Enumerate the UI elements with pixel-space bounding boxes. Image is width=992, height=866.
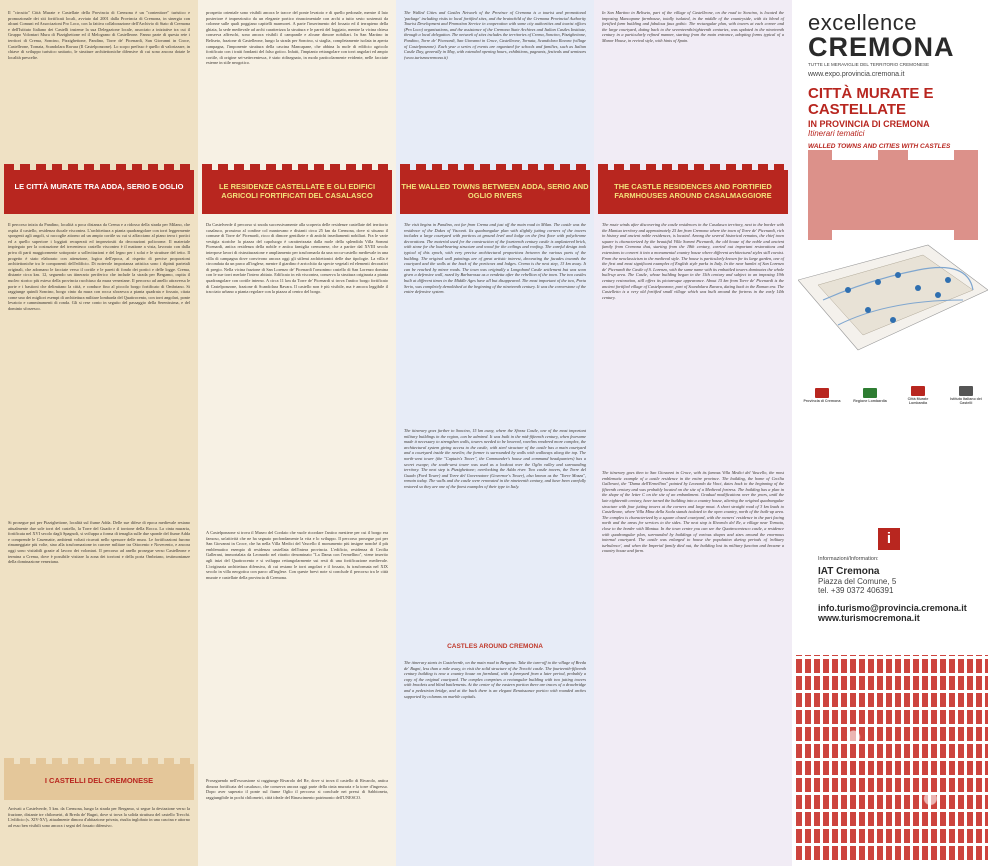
panel-english-walled-towns [396, 0, 594, 866]
info-icon: i [878, 528, 900, 550]
intro-text: prospetto orientale sono visibili ancora le tracce del ponte levatoio e di quello pedonale, mentre il lato posteriore è impreziosito da un elegante portico rinascimentale con archi a tutto sesto sostenuti da colonne sulle quali poggiano capitelli marmorei. A parte l'inserimento del fossato ed il terrapieno della ghiaia, la sede medievale ad archi caratterizza la struttura e le pareti del loggiato, mentre la vicina chiesa conserva affreschi, sono ancora visibili il campanile e alcune dimore nobiliari. In San Martino in Beliseto, frazione di Castelleone, lungo la strada per Soncino, si staglia, completamente isolata in aperta campagna, l'imponente struttura della cascina Mancapane, che abbina la mole di edificio agricolo fortificato con i tratti fondanti del falso gotico. Infatti, l'impianto rettangolare con torri angolari ed ampio cortile, di origine sei-settecentesca, è stato ridisegnato, in modo particolarmente evidente, nelle facciate esterne in stile neogotico. [206, 10, 388, 66]
info-phone: tel. +39 0372 406391 [818, 586, 894, 595]
body-text: The itinerary goes further to Soncino, 15 km away, where the Sforza Castle, one of the most important military buildings in the region, can be admired. It was built in the mid-fifteenth century, when fearsome made it necessary to strengthen walls, towers needed to be lowered, ravelins rendered more complex, the architectural system giving access to the castle, with steel structure of the castle has a main courtyard and a courtyard inside the ravelin; the former is surrounded by walls with walkways along the top. The north-west tower (the "Captain's Tower", the Commander's house and command headquarters) has a secret escape; the south-west tower was used as a lookout over the Oglio valley and surrounding territory. The next step is Pizzighettone; overlooking the Adda river. Two castle towers, the Torre del Guado (Ford Tower) and Torre del Governatore (Governor's Tower), also known as the "Torre Mozza", remain today. The walls and the castle were renovated in the nineteenth century, and have been carefully restored so they are one of the finest examples of their type in Italy. [404, 428, 586, 489]
panel-italian-walled-cities [0, 0, 198, 866]
panel-italian-residences [198, 0, 396, 866]
section-banner-title: I CASTELLI DEL CREMONESE [44, 776, 154, 785]
info-label: Informazioni/Information: [818, 556, 879, 562]
title-it: CITTÀ MURATE E CASTELLATE [808, 85, 934, 118]
brand-logo [808, 12, 978, 78]
section-banner-title: LE RESIDENZE CASTELLATE E GLI EDIFICI AGRICOLI FORTIFICATI DEL CASALASCO [218, 182, 376, 200]
body-text: The route winds after discovering the castle residences in the Casalasco territory, next to the border with the Mantua territory and approximately 25 km from Cremona where the town of Torre de' Picenardi, rich in history and ancient noble residences, is located. Among the several historical remains, the chief town square is characterized by the beautiful Villa Sommi Picenardi, the old house of the noble and ancient family from Cremona that, starting from the 18th century, carried out important restorations and extensions to convert it into a monumental country house where different architectural styles still coexist. From the neoclassicism to the medieval style. The house is particularly known for its large garden, one of the first and most significant examples of English style parks in Italy. In the near hamlet of San Lorenzo de' Picenardi the Castle of S. Lorenzo, with the same name with its embattled towers dominates the whole built-up area. The Castle, whose building began in the 15th century and subject to an imposing 19th century restoration, still offers its picturesque appearance. About 15 km from Torre de' Picenardi is the ancient fortified village of Castelponzone, part of Scandolara Ravara, dating back to the Roman era. The Castelletto is a very old fortified small village which was built around the fortress in the early 14th century. [602, 222, 784, 300]
sponsor-logo: Regione Lombardia [850, 388, 890, 403]
body-text: The visit begins in Pandino, not far from Crema and just off the main road to Milan. The castle was the residence of the Dukes of Visconti. Its quadrangular plan with slightly jutting corners of the towers includes a large courtyard with porticos at ground level and lodge on the first floor with polychrome decorations. The material used for the construction of the fourteenth century castle is unplastered brick, with stone for the load-bearing structure and wood for the ceilings and roofing. The careful design took typical of this epoch, with very precise architectural proportions between the various parts of the building. The original wall paintings are of great artistic interest, decorating the facades towards the courtyard and the walls at the back of the porticoes and lodges. Crema is the next step, 13 km away. It can be reached by minor roads. The town was originally a Longobard Castle settlement but was soon given a defensive wall, razed by Barbarossa as a vendetta after the rebellion of the town. The two castles built at different times in the Middle Ages have all but disappeared. The most important of the two, Porta Serio, was completely demolished at the beginning of the nineteenth century. It was the cornerstone of the entire defensive system. [404, 222, 586, 295]
subtitle-it: IN PROVINCIA DI CREMONA [808, 119, 930, 129]
brand-tagline: TUTTE LE MERAVIGLIE DEL TERRITORIO CREMONESE [808, 62, 930, 67]
section-banner-castles [4, 764, 194, 800]
castle-map-illustration [798, 150, 988, 370]
sponsor-logo: Istituto Italiano dei Castelli [946, 386, 986, 405]
panel-english-residences [594, 0, 792, 866]
section-title-castles: CASTLES AROUND CREMONA [447, 643, 543, 650]
body-text: Il percorso inizia da Pandino, località a poca distanza da Crema e a ridosso della strada per Milano, che ospita il castello, residenza ducale visconteа. L'architettura a pianta quadrangolare con torri leggermente sporgenti agli angoli, si raccoglie attorno ad un ampio cortile su cui si affacciano al piano terra i portici ed a quello superiore i loggiati recuperati ed impreziositi da decorazioni policrome. Il materiale impiegato per la costruzione del trecentesco castello visconteo è il mattone a vista, lavorato con dalla priva di parti maggiormente sottoposte a sollecitazioni e del legno per i solai e le strutture del tetto. Il progetto è stato elaborato con attenzione, logica dell'epoca, al rispetto di precise proporzioni architettoniche tra le componenti dell'edificio. Di notevole importanza artistica sono i dipinti parietali originali, che adornano le facciate verso il cortile e le pareti di fondo dei portici e delle logge. Crema, distante circa km. 12, seguendo un itinerario periferico che include la strada per Bergamo, ospita il nucleo storico più esteso della provincia racchiuso da mura veneziane. Il percorso ad anello attraversa le porte e i bastioni che delimitano la città, e conduce fino al piccolo borgo fortificato di Ombriano. Si raggiunge quindi Soncino, borgo cinto da mura con rocca sforzesca a pianta quadrata e fossato, citata come uno dei migliori esempi di architettura militare lombarda del Quattrocento, con torri angolari, ponte levatoio e camminamenti di ronda. Gli si rese conto in seguito del passaggio della Serenissima, e del dominio sforzesco. [8, 222, 190, 311]
castle-illustration [808, 150, 978, 240]
intro-text: The Walled Cities and Castles Network of the Province of Cremona is a tourist and promotional 'package' including visits to local fortified sites, and the brainchild of the Cremona Provincial Authority Tourist Development and Promotion Service in cooperation with some city authorities and tourist offices (Pro Loco) organisations, and the assistance of the Cremona State Archives and Italian Castles Institute, through a local delegation. The network of sites includes the territories of Crema, Soncino, Pizzighettone, Pandino, Torre de' Picenardi, San Giovanni in Croce, Castelleone, Tornata, Scandolara Ravara (village of Castelponzone). Each year a series of events are organized for schools and families, such as Italian Castle Day, generally in May, with extended opening hours, exhibitions, pageants, festivals and seminars (www.turismocremona.it) [404, 10, 586, 60]
contact-info [818, 556, 978, 623]
section-banner-residences [202, 170, 392, 214]
body-text: Proseguendo nell'escursione si raggiunge Rivarolo del Re, dove si trova il castello di Rivarolo, antica dimora fortificata del casalasco, che conserva ancora oggi parte della cinta muraria e la torre d'ingresso. Dopo aver superato il ponte sul fiume Oglio il percorso si conclude nei pressi di Sabbioneta, raggiungibile in pochi chilometri, città ideale del Rinascimento patrimonio dell'UNESCO. [206, 778, 388, 800]
sponsor-logos [802, 380, 986, 410]
body-text: Si prosegue poi per Pizzighettone, località sul fiume Adda. Delle sue difese di epoca medievale restano attualmente due sole torri del castello, la Torre del Guado e il torrione della Rocca. La cinta muraria, fortificata nel XVI secolo dagli Spagnoli, si sviluppa a forma di tenaglia sulle due sponde del fiume Adda e comprende le Casematte, ambienti voltati ricavati nello spessore delle mura. Le fortificazioni furono rimaneggiate più volte, sino alla trasformazione in carcere militare tra Ottocento e Novecento, e ancora oggi sono visitabili grazie al lavoro dei volontari. Il percorso ad anello prosegue verso Castelleone e termina a Crema, dove è possibile visitare la zona dei torrioni e della porta Ombriano, testimonianze della dominazione veneziana. [8, 520, 190, 565]
section-banner-title: LE CITTÀ MURATE TRA ADDA, SERIO E OGLIO [14, 182, 184, 191]
body-text: Da Castelverde il percorso si snoda successivamente alla scoperta delle residenze castellate del territorio casalasco, prossimo al confine col mantovano e distanti circa 25 km da Cremona, dove si situano il comune di Torre de' Picenardi, ricco di dimore gentilizie e di antichi insediamenti nobiliari. Fra le varie vestigia storiche la piazza del capoluogo è caratterizzata dalla mole della splendida Villa Sommi Picenardi, antica residenza della nobile e antica famiglia cremonese, che a partire dal XVIII secolo interpose lavori di ristrutturazione e ampliamento per trasformarla da una rocca-castello medievale in una villa di campagna dove convivono ancora oggi gli stilemi architettonici delle due tipologie. La villa è circondata da un parco all'inglese, mentre il giardino è arricchito da specie vegetali ed elementi decorativi di pregio. Nella vicina frazione di San Lorenzo de' Picenardi l'omonimo castello di San Lorenzo domina con le sue torri merlate l'intero abitato. Edificato in età viscontea, conserva la struttura originaria a pianta quadrangolare con cortile interno. A circa 11 km da Torre de' Picenardi si trova l'antico borgo fortificato di Castelponzone, frazione di Scandolara Ravara. Il castello non è più visibile, ma è ancora leggibile il tracciato urbano a pianta regolare con la piazza al centro del borgo. [206, 222, 388, 295]
body-text: The itinerary goes then to San Giovanni in Croce, with its famous Villa Medici del Vascello, the most emblematic example of a castle residence in the entire province. The building, the home of Cecilia Gallerani, the "Dama dell'Ermellino" painted by Leonardo da Vinci, dates back to the beginning of the fifteenth century and was probably located on the site of a Medieval fortress. The building has a plan in the shape of the letter C on the site of an embankment. Gradual modifications over the years, until the late eighteenth century, have turned the building into a country house, altering the original quadrangular structure with four jutting towers at the corners and large moat. A short straight road of 3 km leads to Castelleone, where Villa Mina della Scala stands isolated in the open country, north of the built-up area. The complex is characterized by a square closed courtyard, with the owners' residence in the part facing north and the areas for services to the sides. The next stop is Rivarolo del Re, a village near Tornata, close to the border with Mantua. In the town centre you can see the Quattrocentesco castle, a residence with quadrangular plan, surrounded by buildings of various shapes and sizes around the enormous internal courtyard. The castle was enlarged to house the population during periods of 'military turbulence', and when the Imperial family died out, the building lost its military function and became a country house and farm. [602, 470, 784, 554]
intro-text: In San Martino in Beliseto, part of the village of Castelleone, on the road to Soncino, is located the imposing Mancapane farmhouse, totally isolated, in the middle of the countryside, with its blend of fortified farm building and fabulous faux gothic. The rectangular plan, with towers at each corner and the large courtyard, dating back to the seventeenth/eighteenth centuries, was updated in the nineteenth century in a particularly refined manner, starting from the main entrance, adopting forms typical of a Manor House, in revival style, with hints of Spain. [602, 10, 784, 43]
section-banner-title: THE WALLED TOWNS BETWEEN ADDA, SERIO AND OGLIO RIVERS [401, 182, 589, 200]
body-text: Arrivati a Castelverde, 5 km. da Cremona, lungo la strada per Bergamo, si segue la deviazione verso la frazione, distante tre chilometri, di Breda de' Bugni, dove si trova la solida struttura del castello Trecchi. L'edificio (s. XIV-XV), attualmente dimora d'abitazione privata, risulta inglobato in una cascina e attorno ad esso ben visibili sono ancora i segni del fossato difensivo. [8, 806, 190, 828]
title-en: WALLED TOWNS AND CITIES WITH CASTLES [808, 143, 951, 150]
section-banner-residences-en [598, 170, 788, 214]
brand-line2: CREMONA [808, 32, 955, 62]
info-website[interactable]: www.turismocremona.it [818, 613, 920, 623]
sponsor-logo: Città Murate Lombardia [898, 386, 938, 405]
body-text: The itinerary starts in Castelverde, on the main road to Bergamo. Take the turn-off to the village of Breda de' Bugni, less than a mile away, to visit the solid structure of the Trecchi castle. The fourteenth-fifteenth century building is now a country house on farmland, with a farmyard from a later period, probably a copy of the original courtyard. The complex comprises a rectangular building with two jutting towers with brackets and blind battlements. At the center of the eastern portion there are traces of a drawbridge and a pedestrian bridge, and at the back there is an elegant Renaissance portico with rounded arches supported by columns on marble capitals. [404, 660, 586, 699]
brand-line1: excellence [808, 10, 917, 35]
tag-it: Itinerari tematici [808, 129, 865, 138]
body-text: A Castelponzone si trova il Museo del Cordaio che vuole ricordare l'antico mestiere per cui il borgo era famoso, un'attività che ne ha segnato profondamente la vita e lo sviluppo. Il percorso prosegue poi per San Giovanni in Croce, che ha nella Villa Medici del Vascello il monumento più insigne nonché il più emblematico esempio di residenza castellata dell'intera provincia. L'edificio, residenza di Cecilia Gallerani, immortalata da Leonardo nel ritratto denominato "La Dama con l'ermellino", viene inserito agli inizi del Quattrocento e si sviluppa rettangolarmente sui resti di una fortificazione medievale. L'originaria architettura difensiva, di cui restano le torri angolari e il fossato, fu trasformata nel XIX secolo in villa neogotica con parco all'inglese. Con queste brevi note si conclude il percorso tra le città murate e castellate della provincia di Cremona. [206, 530, 388, 580]
sponsor-logo: Provincia di Cremona [802, 388, 842, 403]
decorative-pattern-overlay [796, 655, 988, 860]
section-banner-walled-towns [400, 170, 590, 214]
info-email[interactable]: info.turismo@provincia.cremona.it [818, 603, 967, 613]
section-banner-walled-cities [4, 170, 194, 214]
intro-text: Il "circuito" Città Murate e Castellate della Provincia di Cremona è un "contenitore" turistico e promozionale dei siti fortificati locali, avviato dal 2001 dalla Provincia di Cremona, in sinergia con alcuni Comuni ed Associazioni Pro Loco, con la fattiva collaborazione dell'Archivio di Stato di Cremona e dell'Istituto Italiano dei Castelli insieme la sua Delegazione locale, associato a iniziative tra cui il Gruppo Volontari Mura di Pizzighettone ed il Melograno di Castelleone. Fanno parte di questa rete i territori di Crema, Soncino, Pizzighettone, Pandino, Torre de' Picenardi, San Giovanni in Croce, Castelleone, Tornata, Scandolara Ravara (Il Castelponzone). Lo scopo prefisso è quello di valorizzare, in chiave di sviluppo turistico unitario, le strutture architettoniche difensive di cui sono ancora dotate le località prescelte. [8, 10, 190, 60]
info-org: IAT Cremona [818, 566, 880, 577]
brand-url: www.expo.provincia.cremona.it [808, 71, 905, 78]
info-address: Piazza del Comune, 5 [818, 577, 897, 586]
section-banner-title: THE CASTLE RESIDENCES AND FORTIFIED FARMHOUSES AROUND CASALMAGGIORE [614, 182, 772, 200]
